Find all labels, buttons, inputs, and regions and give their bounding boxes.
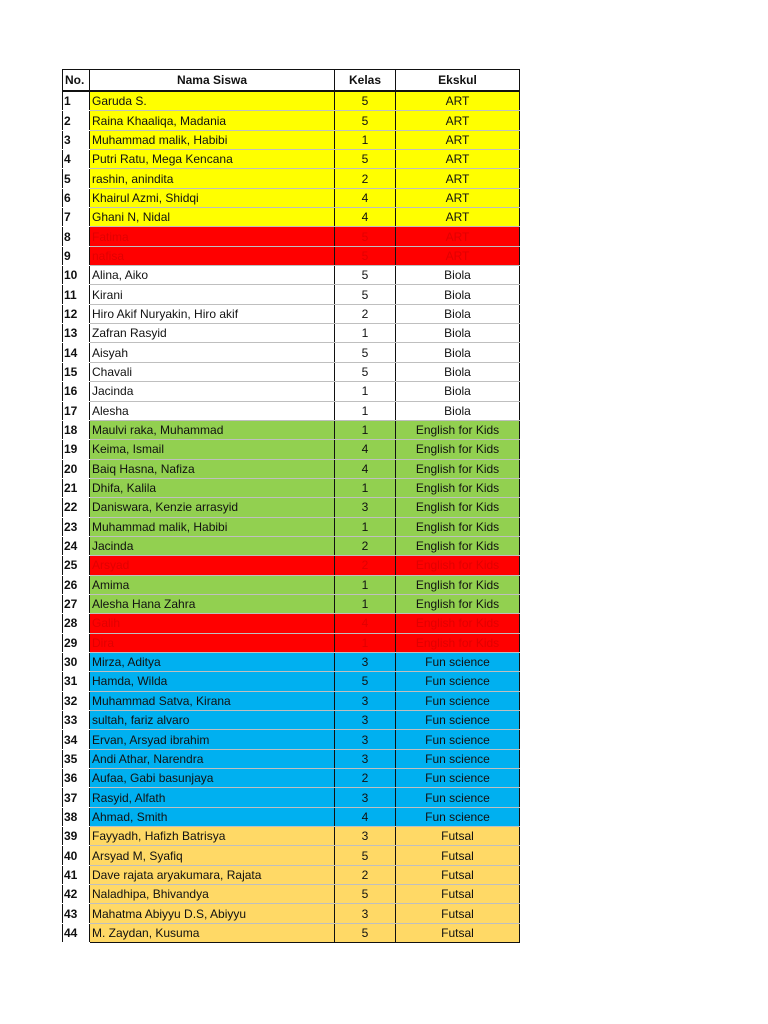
student-extracurricular-table bbox=[62, 69, 520, 943]
student-name-cell[interactable]: Dira bbox=[90, 633, 335, 652]
table-row bbox=[63, 382, 520, 401]
row-number-cell[interactable]: 1 bbox=[63, 91, 90, 111]
student-name-cell[interactable]: Baiq Hasna, Nafiza bbox=[90, 459, 335, 478]
extracurricular-cell[interactable]: English for Kids bbox=[396, 459, 520, 478]
row-number-cell[interactable]: 22 bbox=[63, 498, 90, 517]
class-cell[interactable]: 1 bbox=[335, 575, 396, 594]
student-name-cell[interactable]: M. Zaydan, Kusuma bbox=[90, 923, 335, 942]
student-name-cell[interactable]: Zafran Rasyid bbox=[90, 324, 335, 343]
extracurricular-cell[interactable]: Futsal bbox=[396, 865, 520, 884]
header-kelas[interactable]: Kelas bbox=[335, 70, 396, 92]
row-number-cell[interactable]: 13 bbox=[63, 324, 90, 343]
header-no[interactable]: No. bbox=[63, 70, 90, 92]
row-number-cell[interactable]: 31 bbox=[63, 672, 90, 691]
extracurricular-cell[interactable]: Fun science bbox=[396, 672, 520, 691]
row-number-cell[interactable]: 35 bbox=[63, 749, 90, 768]
extracurricular-cell[interactable]: Biola bbox=[396, 266, 520, 285]
table-row bbox=[63, 652, 520, 671]
student-name-cell[interactable]: Andi Athar, Narendra bbox=[90, 749, 335, 768]
header-ekskul[interactable]: Ekskul bbox=[396, 70, 520, 92]
row-number-cell[interactable]: 2 bbox=[63, 111, 90, 130]
table-row bbox=[63, 324, 520, 343]
student-name-cell[interactable]: Dhifa, Kalila bbox=[90, 478, 335, 497]
extracurricular-cell[interactable]: Fun science bbox=[396, 691, 520, 710]
row-number-cell[interactable]: 33 bbox=[63, 711, 90, 730]
student-name-cell[interactable]: Jacinda bbox=[90, 382, 335, 401]
class-cell[interactable]: 5 bbox=[335, 91, 396, 111]
table-row bbox=[63, 478, 520, 497]
class-cell[interactable]: 2 bbox=[335, 169, 396, 188]
extracurricular-cell[interactable]: English for Kids bbox=[396, 556, 520, 575]
class-cell[interactable]: 5 bbox=[335, 246, 396, 265]
class-cell[interactable]: 4 bbox=[335, 208, 396, 227]
table-row bbox=[63, 227, 520, 246]
student-name-cell[interactable]: Muhammad Satva, Kirana bbox=[90, 691, 335, 710]
table-row bbox=[63, 614, 520, 633]
table-row bbox=[63, 691, 520, 710]
extracurricular-cell[interactable]: ART bbox=[396, 188, 520, 207]
student-name-cell[interactable]: Dave rajata aryakumara, Rajata bbox=[90, 865, 335, 884]
row-number-cell[interactable]: 27 bbox=[63, 594, 90, 613]
table-row bbox=[63, 91, 520, 111]
student-name-cell[interactable]: Ghani N, Nidal bbox=[90, 208, 335, 227]
class-cell[interactable]: 1 bbox=[335, 478, 396, 497]
student-name-cell[interactable]: Maulvi raka, Muhammad bbox=[90, 420, 335, 439]
student-name-cell[interactable]: Hiro Akif Nuryakin, Hiro akif bbox=[90, 304, 335, 323]
table-row bbox=[63, 749, 520, 768]
class-cell[interactable]: 4 bbox=[335, 807, 396, 826]
class-cell[interactable]: 1 bbox=[335, 633, 396, 652]
student-name-cell[interactable]: Raina Khaaliqa, Madania bbox=[90, 111, 335, 130]
student-name-cell[interactable]: Alina, Aiko bbox=[90, 266, 335, 285]
row-number-cell[interactable]: 41 bbox=[63, 865, 90, 884]
student-name-cell[interactable]: Jacinda bbox=[90, 536, 335, 555]
row-number-cell[interactable]: 39 bbox=[63, 827, 90, 846]
row-number-cell[interactable]: 18 bbox=[63, 420, 90, 439]
extracurricular-cell[interactable]: Biola bbox=[396, 382, 520, 401]
extracurricular-cell[interactable]: ART bbox=[396, 246, 520, 265]
class-cell[interactable]: 2 bbox=[335, 556, 396, 575]
class-cell[interactable]: 3 bbox=[335, 749, 396, 768]
table-row bbox=[63, 923, 520, 942]
extracurricular-cell[interactable]: ART bbox=[396, 91, 520, 111]
row-number-cell[interactable]: 23 bbox=[63, 517, 90, 536]
student-name-cell[interactable]: Amima bbox=[90, 575, 335, 594]
student-name-cell[interactable]: Arsyad M, Syafiq bbox=[90, 846, 335, 865]
class-cell[interactable]: 2 bbox=[335, 769, 396, 788]
class-cell[interactable]: 5 bbox=[335, 923, 396, 942]
row-number-cell[interactable]: 10 bbox=[63, 266, 90, 285]
student-name-cell[interactable]: Kirani bbox=[90, 285, 335, 304]
student-name-cell[interactable]: Muhammad malik, Habibi bbox=[90, 517, 335, 536]
row-number-cell[interactable]: 34 bbox=[63, 730, 90, 749]
extracurricular-cell[interactable]: ART bbox=[396, 150, 520, 169]
table-row bbox=[63, 575, 520, 594]
class-cell[interactable]: 3 bbox=[335, 498, 396, 517]
class-cell[interactable]: 5 bbox=[335, 227, 396, 246]
row-number-cell[interactable]: 26 bbox=[63, 575, 90, 594]
row-number-cell[interactable]: 40 bbox=[63, 846, 90, 865]
student-name-cell[interactable]: Muhammad malik, Habibi bbox=[90, 130, 335, 149]
class-cell[interactable]: 3 bbox=[335, 652, 396, 671]
student-name-cell[interactable]: nafisa bbox=[90, 246, 335, 265]
extracurricular-cell[interactable]: ART bbox=[396, 169, 520, 188]
row-number-cell[interactable]: 5 bbox=[63, 169, 90, 188]
row-number-cell[interactable]: 28 bbox=[63, 614, 90, 633]
class-cell[interactable]: 5 bbox=[335, 111, 396, 130]
class-cell[interactable]: 4 bbox=[335, 440, 396, 459]
row-number-cell[interactable]: 19 bbox=[63, 440, 90, 459]
extracurricular-cell[interactable]: Biola bbox=[396, 362, 520, 381]
table-row bbox=[63, 208, 520, 227]
class-cell[interactable]: 5 bbox=[335, 672, 396, 691]
extracurricular-cell[interactable]: ART bbox=[396, 130, 520, 149]
class-cell[interactable]: 3 bbox=[335, 730, 396, 749]
table-row bbox=[63, 304, 520, 323]
class-cell[interactable]: 2 bbox=[335, 536, 396, 555]
class-cell[interactable]: 3 bbox=[335, 788, 396, 807]
extracurricular-cell[interactable]: English for Kids bbox=[396, 633, 520, 652]
extracurricular-cell[interactable]: Biola bbox=[396, 343, 520, 362]
class-cell[interactable]: 1 bbox=[335, 594, 396, 613]
student-name-cell[interactable]: Aufaa, Gabi basunjaya bbox=[90, 769, 335, 788]
table-row bbox=[63, 420, 520, 439]
table-row bbox=[63, 827, 520, 846]
header-nama-siswa[interactable]: Nama Siswa bbox=[90, 70, 335, 92]
student-name-cell[interactable]: sultah, fariz alvaro bbox=[90, 711, 335, 730]
class-cell[interactable]: 1 bbox=[335, 401, 396, 420]
table-row bbox=[63, 343, 520, 362]
table-row bbox=[63, 865, 520, 884]
row-number-cell[interactable]: 3 bbox=[63, 130, 90, 149]
extracurricular-cell[interactable]: Futsal bbox=[396, 923, 520, 942]
row-number-cell[interactable]: 30 bbox=[63, 652, 90, 671]
table-row bbox=[63, 730, 520, 749]
class-cell[interactable]: 5 bbox=[335, 285, 396, 304]
student-name-cell[interactable]: Putri Ratu, Mega Kencana bbox=[90, 150, 335, 169]
row-number-cell[interactable]: 32 bbox=[63, 691, 90, 710]
extracurricular-cell[interactable]: Fun science bbox=[396, 730, 520, 749]
row-number-cell[interactable]: 15 bbox=[63, 362, 90, 381]
table-row bbox=[63, 556, 520, 575]
extracurricular-cell[interactable]: Futsal bbox=[396, 885, 520, 904]
class-cell[interactable]: 3 bbox=[335, 711, 396, 730]
row-number-cell[interactable]: 43 bbox=[63, 904, 90, 923]
student-name-cell[interactable]: Daniswara, Kenzie arrasyid bbox=[90, 498, 335, 517]
class-cell[interactable]: 3 bbox=[335, 691, 396, 710]
row-number-cell[interactable]: 25 bbox=[63, 556, 90, 575]
extracurricular-cell[interactable]: Fun science bbox=[396, 652, 520, 671]
row-number-cell[interactable]: 21 bbox=[63, 478, 90, 497]
extracurricular-cell[interactable]: ART bbox=[396, 227, 520, 246]
student-name-cell[interactable]: Galih bbox=[90, 614, 335, 633]
row-number-cell[interactable]: 42 bbox=[63, 885, 90, 904]
table-row bbox=[63, 807, 520, 826]
class-cell[interactable]: 5 bbox=[335, 150, 396, 169]
extracurricular-cell[interactable]: English for Kids bbox=[396, 536, 520, 555]
student-name-cell[interactable]: Keima, Ismail bbox=[90, 440, 335, 459]
table-row bbox=[63, 885, 520, 904]
table-row bbox=[63, 401, 520, 420]
class-cell[interactable]: 2 bbox=[335, 865, 396, 884]
student-name-cell[interactable]: Khairul Azmi, Shidqi bbox=[90, 188, 335, 207]
class-cell[interactable]: 1 bbox=[335, 517, 396, 536]
class-cell[interactable]: 5 bbox=[335, 343, 396, 362]
table-row bbox=[63, 130, 520, 149]
class-cell[interactable]: 4 bbox=[335, 614, 396, 633]
row-number-cell[interactable]: 38 bbox=[63, 807, 90, 826]
table-row bbox=[63, 111, 520, 130]
extracurricular-cell[interactable]: English for Kids bbox=[396, 420, 520, 439]
table-row bbox=[63, 150, 520, 169]
extracurricular-cell[interactable]: Fun science bbox=[396, 749, 520, 768]
table-row bbox=[63, 498, 520, 517]
table-row bbox=[63, 285, 520, 304]
class-cell[interactable]: 1 bbox=[335, 130, 396, 149]
extracurricular-cell[interactable]: Fun science bbox=[396, 807, 520, 826]
table-row bbox=[63, 266, 520, 285]
table-row bbox=[63, 672, 520, 691]
extracurricular-cell[interactable]: Futsal bbox=[396, 846, 520, 865]
table-row bbox=[63, 846, 520, 865]
class-cell[interactable]: 1 bbox=[335, 324, 396, 343]
extracurricular-cell[interactable]: Biola bbox=[396, 285, 520, 304]
extracurricular-cell[interactable]: Fun science bbox=[396, 711, 520, 730]
extracurricular-cell[interactable]: English for Kids bbox=[396, 498, 520, 517]
student-name-cell[interactable]: Hamda, Wilda bbox=[90, 672, 335, 691]
student-name-cell[interactable]: Naladhipa, Bhivandya bbox=[90, 885, 335, 904]
row-number-cell[interactable]: 11 bbox=[63, 285, 90, 304]
student-name-cell[interactable]: Alesha bbox=[90, 401, 335, 420]
class-cell[interactable]: 4 bbox=[335, 188, 396, 207]
student-name-cell[interactable]: Chavali bbox=[90, 362, 335, 381]
class-cell[interactable]: 1 bbox=[335, 382, 396, 401]
row-number-cell[interactable]: 12 bbox=[63, 304, 90, 323]
student-name-cell[interactable]: Mahatma Abiyyu D.S, Abiyyu bbox=[90, 904, 335, 923]
class-cell[interactable]: 2 bbox=[335, 304, 396, 323]
class-cell[interactable]: 5 bbox=[335, 362, 396, 381]
class-cell[interactable]: 1 bbox=[335, 420, 396, 439]
extracurricular-cell[interactable]: English for Kids bbox=[396, 440, 520, 459]
student-name-cell[interactable]: Alesha Hana Zahra bbox=[90, 594, 335, 613]
table-body bbox=[63, 91, 520, 943]
table-row bbox=[63, 246, 520, 265]
student-name-cell[interactable]: Mirza, Aditya bbox=[90, 652, 335, 671]
class-cell[interactable]: 3 bbox=[335, 827, 396, 846]
extracurricular-cell[interactable]: English for Kids bbox=[396, 517, 520, 536]
table-row bbox=[63, 517, 520, 536]
row-number-cell[interactable]: 16 bbox=[63, 382, 90, 401]
row-number-cell[interactable]: 36 bbox=[63, 769, 90, 788]
extracurricular-cell[interactable]: Biola bbox=[396, 401, 520, 420]
table-row bbox=[63, 188, 520, 207]
header-row bbox=[63, 70, 520, 92]
extracurricular-cell[interactable]: ART bbox=[396, 111, 520, 130]
student-name-cell[interactable]: rashin, anindita bbox=[90, 169, 335, 188]
extracurricular-cell[interactable]: Futsal bbox=[396, 904, 520, 923]
row-number-cell[interactable]: 44 bbox=[63, 923, 90, 942]
extracurricular-cell[interactable]: Futsal bbox=[396, 827, 520, 846]
extracurricular-cell[interactable]: Fun science bbox=[396, 769, 520, 788]
class-cell[interactable]: 3 bbox=[335, 904, 396, 923]
student-name-cell[interactable]: Ervan, Arsyad ibrahim bbox=[90, 730, 335, 749]
table-row bbox=[63, 633, 520, 652]
student-name-cell[interactable]: Rasyid, Alfath bbox=[90, 788, 335, 807]
row-number-cell[interactable]: 8 bbox=[63, 227, 90, 246]
row-number-cell[interactable]: 29 bbox=[63, 633, 90, 652]
class-cell[interactable]: 4 bbox=[335, 459, 396, 478]
extracurricular-cell[interactable]: English for Kids bbox=[396, 478, 520, 497]
row-number-cell[interactable]: 37 bbox=[63, 788, 90, 807]
row-number-cell[interactable]: 4 bbox=[63, 150, 90, 169]
row-number-cell[interactable]: 17 bbox=[63, 401, 90, 420]
extracurricular-cell[interactable]: English for Kids bbox=[396, 594, 520, 613]
table-row bbox=[63, 594, 520, 613]
student-name-cell[interactable]: Arsyad bbox=[90, 556, 335, 575]
student-name-cell[interactable]: Fatima bbox=[90, 227, 335, 246]
row-number-cell[interactable]: 14 bbox=[63, 343, 90, 362]
row-number-cell[interactable]: 6 bbox=[63, 188, 90, 207]
row-number-cell[interactable]: 24 bbox=[63, 536, 90, 555]
table-row bbox=[63, 169, 520, 188]
student-name-cell[interactable]: Fayyadh, Hafizh Batrisya bbox=[90, 827, 335, 846]
table-row bbox=[63, 362, 520, 381]
extracurricular-cell[interactable]: Biola bbox=[396, 304, 520, 323]
table-row bbox=[63, 459, 520, 478]
class-cell[interactable]: 5 bbox=[335, 266, 396, 285]
table-row bbox=[63, 711, 520, 730]
table-row bbox=[63, 536, 520, 555]
table-row bbox=[63, 788, 520, 807]
extracurricular-cell[interactable]: English for Kids bbox=[396, 575, 520, 594]
row-number-cell[interactable]: 7 bbox=[63, 208, 90, 227]
table-row bbox=[63, 904, 520, 923]
extracurricular-cell[interactable]: English for Kids bbox=[396, 614, 520, 633]
row-number-cell[interactable]: 9 bbox=[63, 246, 90, 265]
class-cell[interactable]: 5 bbox=[335, 846, 396, 865]
student-name-cell[interactable]: Garuda S. bbox=[90, 91, 335, 111]
student-name-cell[interactable]: Ahmad, Smith bbox=[90, 807, 335, 826]
extracurricular-cell[interactable]: Biola bbox=[396, 324, 520, 343]
extracurricular-cell[interactable]: Fun science bbox=[396, 788, 520, 807]
student-name-cell[interactable]: Aisyah bbox=[90, 343, 335, 362]
extracurricular-cell[interactable]: ART bbox=[396, 208, 520, 227]
class-cell[interactable]: 5 bbox=[335, 885, 396, 904]
table-row bbox=[63, 440, 520, 459]
row-number-cell[interactable]: 20 bbox=[63, 459, 90, 478]
table-row bbox=[63, 769, 520, 788]
